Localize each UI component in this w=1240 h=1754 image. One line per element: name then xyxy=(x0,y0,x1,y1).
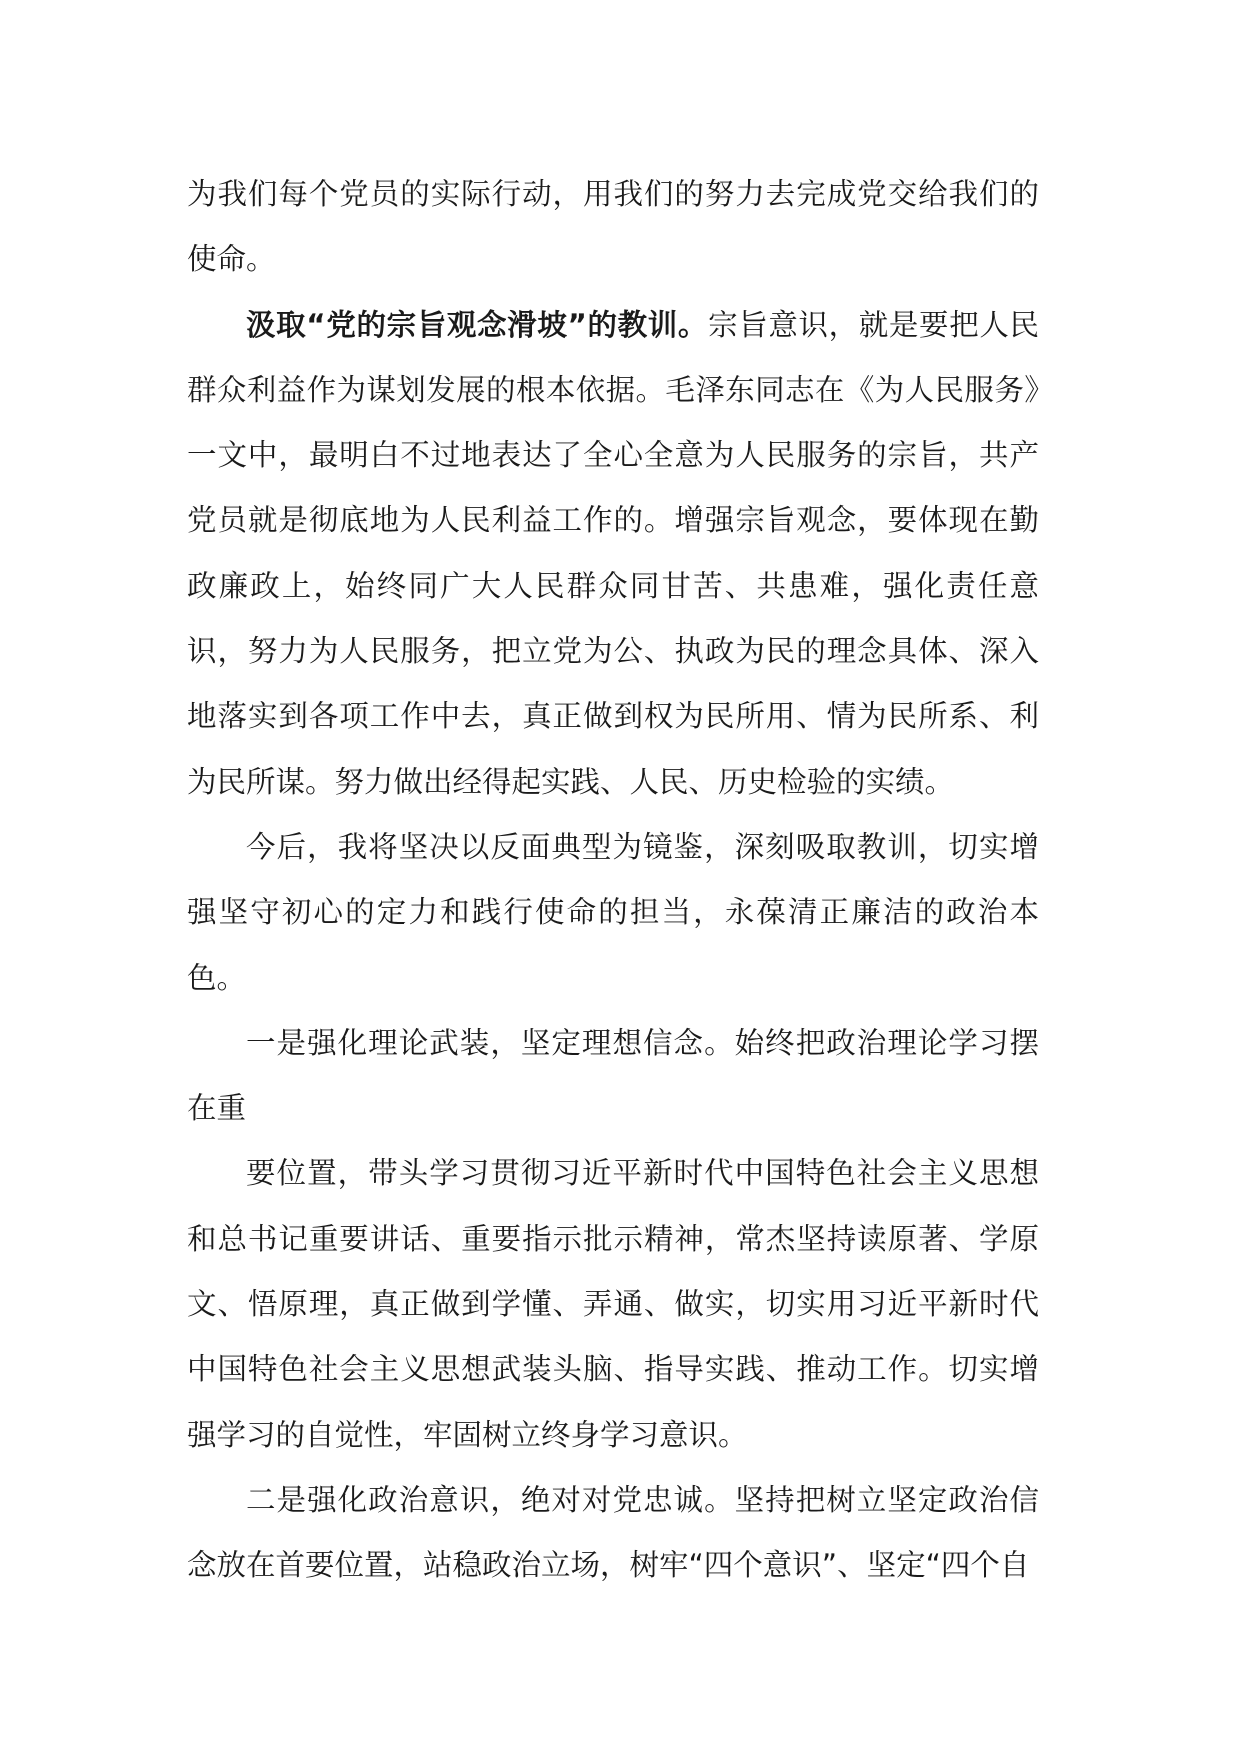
paragraph-continuation: 为我们每个党员的实际行动，用我们的努力去完成党交给我们的使命。 xyxy=(187,177,1039,277)
paragraph-heading: 汲取“党的宗旨观念滑坡”的教训。 xyxy=(246,307,709,342)
paragraph-point-one-heading: 一是强化理论武装，坚定理想信念。始终把政治理论学习摆在重 xyxy=(187,1025,1039,1126)
paragraph-resolution: 今后，我将坚决以反面典型为镜鉴，深刻吸取教训，切实增强坚守初心的定力和践行使命的担当，永葆清正廉洁的政治本色。 xyxy=(187,829,1039,995)
paragraph-point-two: 二是强化政治意识，绝对对党忠诚。坚持把树立坚定政治信念放在首要位置，站稳政治立场，树牢“四个意识”、坚定“四个自 xyxy=(187,1482,1039,1583)
paragraph-purpose-lesson xyxy=(187,293,1039,815)
document-body xyxy=(187,162,1039,1599)
paragraph-point-one-body: 要位置，带头学习贯彻习近平新时代中国特色社会主义思想和总书记重要讲话、重要指示批示精神，常杰坚持读原著、学原文、悟原理，真正做到学懂、弄通、做实，切实用习近平新时代中国特色社会主义思想武装头脑、指导实践、推动工作。切实增强学习的自觉性，牢固树立终身学习意识。 xyxy=(187,1156,1039,1452)
paragraph-text: 宗旨意识，就是要把人民群众利益作为谋划发展的根本依据。毛泽东同志在《为人民服务》一文中，最明白不过地表达了全心全意为人民服务的宗旨，共产党员就是彻底地为人民利益工作的。增强宗旨观念，要体现在勤政廉政上，始终同广大人民群众同甘苦、共患难，强化责任意识，努力为人民服务，把立党为公、执政为民的理念具体、深入地落实到各项工作中去，真正做到权为民所用、情为民所系、利为民所谋。努力做出经得起实践、人民、历史检验的实绩。 xyxy=(187,307,1039,799)
